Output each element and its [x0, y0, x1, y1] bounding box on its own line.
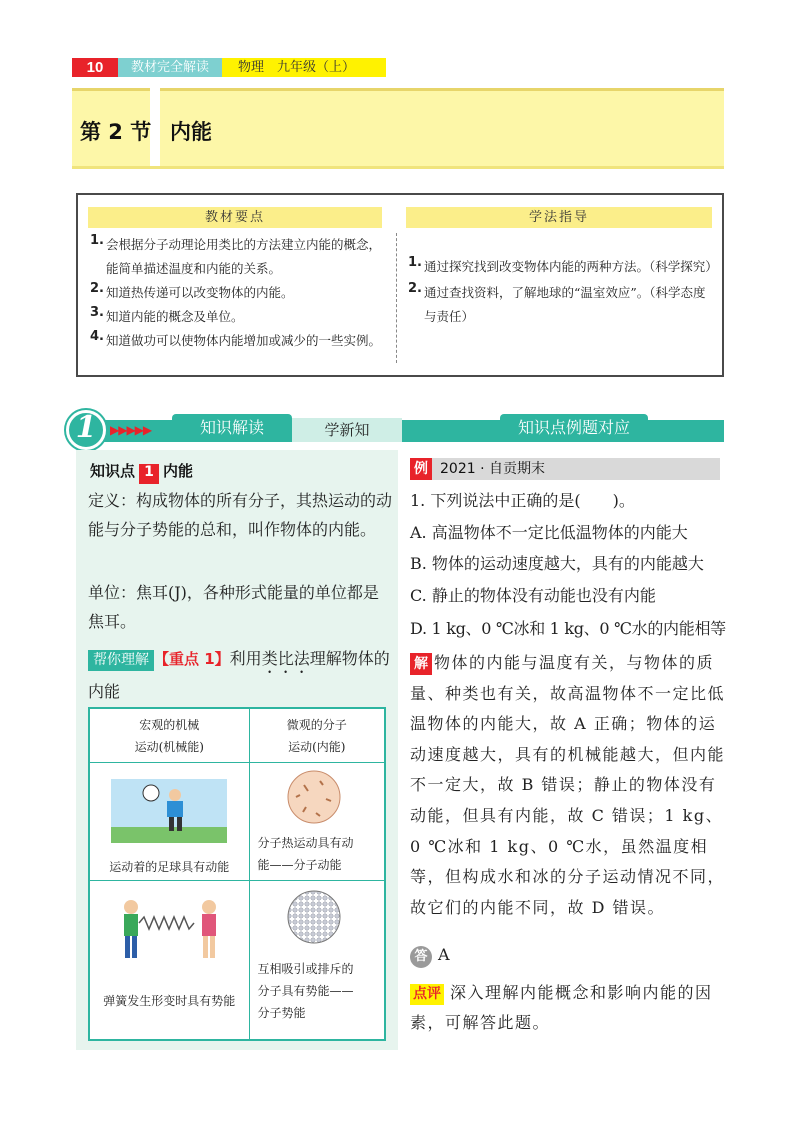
item-number: 2.: [90, 281, 104, 296]
option-a: A. 高温物体不一定比低温物体的内能大: [410, 523, 688, 542]
item-number: 1.: [408, 255, 422, 270]
study-guide-heading: 学法指导: [406, 207, 712, 228]
banner-number: 1: [75, 410, 97, 445]
key-points-heading: 教材要点: [88, 207, 382, 228]
item-text: 知道内能的概念及单位。: [106, 309, 244, 324]
option-d: D. 1 kg、0 ℃冰和 1 kg、0 ℃水的内能相等: [410, 619, 726, 638]
table-header: 微观的分子 运动(内能): [249, 708, 385, 762]
example-source: 2021 · 自贡期末: [440, 461, 545, 477]
example-tag: 例: [410, 458, 432, 480]
comparison-table: [88, 707, 386, 1041]
knowledge-badge: 1: [139, 464, 159, 484]
cell-text: 弹簧发生形变时具有势能: [103, 993, 236, 1008]
list-item: [90, 305, 384, 329]
table-header: 宏观的机械 运动(机械能): [89, 708, 249, 762]
item-text: 通过查找资料，了解地球的“温室效应”。（科学态度与责任）: [424, 285, 706, 324]
table-cell: [89, 880, 249, 1040]
table-cell: [249, 762, 385, 880]
solution-text: 物体的内能与温度有关，与物体的质量、种类也有关，故高温物体不一定比低温物体的内能大，故 A 正确；物体的运动速度越大，具有的机械能越大，但内能不一定大，故 B 错误；静止的物体没有动能，但具有内能，故 C 错误；1 kg、0 ℃冰和 1 kg、0 ℃水，虽然温度相等，但构成水和冰的分子运动情况不同，故它们的内能不同，故 D 错误。: [410, 653, 726, 917]
solution: [410, 648, 726, 923]
review-tag: 点评: [410, 984, 444, 1005]
item-text: 会根据分子动理论用类比的方法建立内能的概念，能简单描述温度和内能的关系。: [106, 237, 382, 276]
spring-illustration: [109, 893, 229, 969]
section-title: 内能: [170, 120, 212, 144]
key-points-list: [90, 233, 384, 353]
help-text: 理解物体的内能: [88, 649, 390, 701]
cell-text: 分子热运动具有动: [257, 835, 354, 850]
option-c: C. 静止的物体没有动能也没有内能: [410, 586, 656, 605]
answer-text: A: [438, 945, 450, 964]
solution-tag: 解: [410, 653, 432, 675]
help-understand-line: [88, 644, 392, 706]
molecule-lattice-illustration: [286, 889, 342, 945]
knowledge-point-title: [90, 460, 193, 484]
cell-text: 运动着的足球具有动能: [109, 859, 230, 874]
table-cell: [249, 880, 385, 1040]
item-text: 通过探究找到改变物体内能的两种方法。（科学探究）: [424, 259, 718, 274]
item-text: 知道做功可以使物体内能增加或减少的一些实例。: [106, 333, 382, 348]
review-text: 深入理解内能概念和影响内能的因素，可解答此题。: [410, 983, 713, 1032]
banner-tab-learn: 学新知: [292, 418, 402, 442]
list-item: [90, 233, 384, 281]
item-number: 4.: [90, 329, 104, 344]
help-text: 利用: [229, 649, 262, 668]
item-number: 1.: [90, 233, 104, 248]
key-point-tag: 【重点 1】: [154, 650, 230, 668]
definition-text: 定义：构成物体的所有分子，其热运动的动能与分子势能的总和，叫作物体的内能。: [88, 491, 393, 539]
subject-grade: 物理 九年级（上）: [222, 58, 386, 77]
option-b: B. 物体的运动速度越大，具有的内能越大: [410, 554, 704, 573]
review: [410, 978, 726, 1038]
emphasis-text: 类比法: [261, 649, 310, 668]
cell-text: 互相吸引或排斥的: [257, 961, 354, 976]
study-guide-list: [408, 255, 718, 329]
banner-tab-knowledge: 知识解读: [172, 414, 292, 442]
knowledge-label: 知识点: [90, 462, 136, 480]
item-number: 2.: [408, 281, 422, 296]
question-stem: 1. 下列说法中正确的是( )。: [410, 491, 635, 510]
list-item: [90, 281, 384, 305]
help-tag: 帮你理解: [88, 650, 154, 671]
list-item: [408, 281, 714, 329]
list-item: [90, 329, 384, 353]
football-illustration: [111, 779, 227, 843]
objectives-box: [76, 193, 724, 377]
item-text: 知道热传递可以改变物体的内能。: [106, 285, 294, 300]
cell-text: 分子具有势能——: [257, 983, 354, 998]
knowledge-name: 内能: [163, 462, 194, 480]
banner-tab-examples: 知识点例题对应: [500, 414, 648, 442]
answer-tag: 答: [410, 946, 432, 968]
molecule-motion-illustration: [286, 769, 342, 825]
page-number: 10: [72, 58, 118, 77]
arrow-icon: ▶▶▶▶▶: [110, 423, 152, 437]
objectives-divider: [396, 233, 397, 363]
unit-text: 单位：焦耳(J)，各种形式能量的单位都是焦耳。: [88, 583, 379, 631]
answer: [410, 943, 450, 968]
list-item: [408, 255, 718, 279]
table-cell: [89, 762, 249, 880]
cell-text: 分子势能: [257, 1005, 306, 1020]
series-name: 教材完全解读: [118, 58, 222, 77]
item-number: 3.: [90, 305, 104, 320]
cell-text: 能——分子动能: [257, 857, 342, 872]
section-number: 第 2 节: [80, 120, 152, 144]
title-separator: [150, 88, 160, 166]
